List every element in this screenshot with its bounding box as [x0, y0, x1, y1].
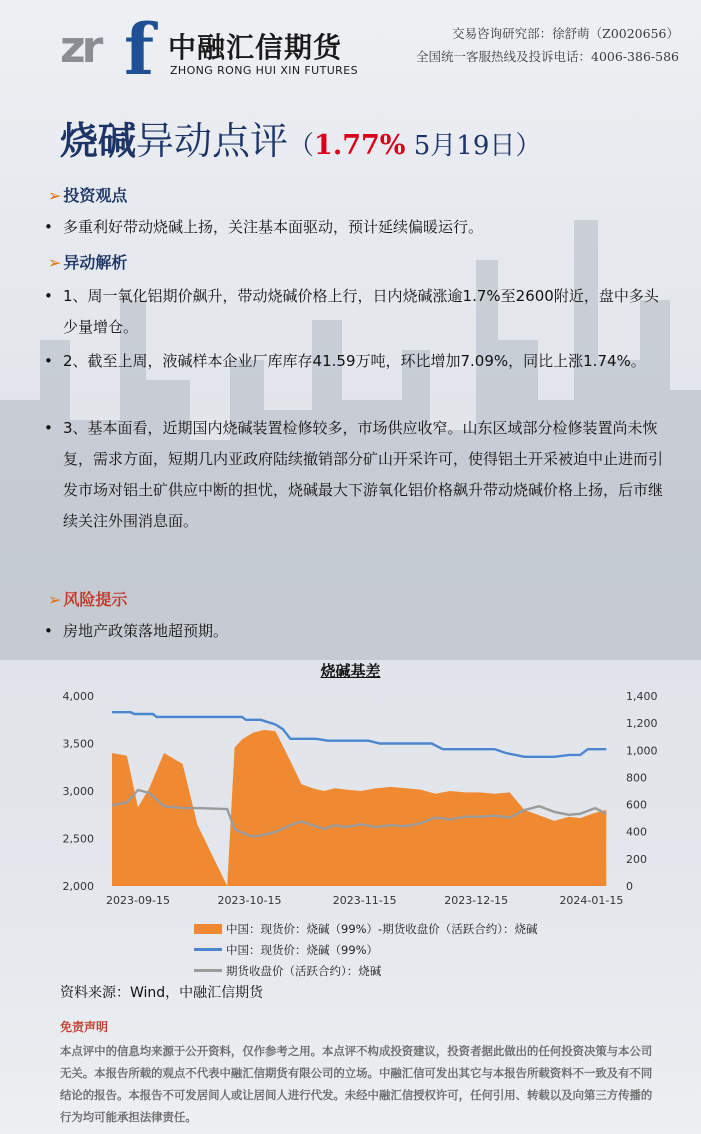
- y-right-tick-label: 1,000: [626, 744, 658, 758]
- list-item: • 2、截至上周，液碱样本企业厂库库存41.59万吨，环比增加7.09%，同比上涨1.74%。: [44, 352, 646, 370]
- disclaimer-title: 免责声明: [60, 1020, 109, 1034]
- basis-chart: [0, 680, 701, 915]
- y-left-tick-label: 3,500: [62, 737, 94, 751]
- x-tick-label: 2023-11-15: [332, 894, 397, 907]
- chevron-right-icon: ➢: [48, 590, 62, 609]
- section-analysis-heading: ➢ 异动解析: [48, 253, 128, 272]
- y-right-tick-label: 1,400: [626, 690, 658, 703]
- y-right-tick-label: 800: [626, 771, 647, 785]
- y-right-tick-label: 1,200: [626, 717, 658, 731]
- company-name-en: ZHONG RONG HUI XIN FUTURES: [170, 64, 358, 77]
- hotline-line: 全国统一客服热线及投诉电话：4006-386-586: [416, 49, 679, 64]
- legend-swatch-spot: [194, 948, 222, 951]
- title-date: 5月19日）: [405, 131, 542, 161]
- logo-zr-mark: zr: [60, 22, 100, 73]
- y-right-tick-label: 400: [626, 825, 647, 839]
- legend-item-futures: 期货收盘价（活跃合约）：烧碱: [194, 960, 537, 981]
- data-source: 资料来源：Wind，中融汇信期货: [60, 985, 264, 1001]
- title-product: 烧碱: [60, 118, 137, 163]
- x-tick-label: 2023-09-15: [106, 894, 170, 907]
- section-view-heading: ➢ 投资观点: [48, 186, 128, 205]
- chart-title: 烧碱基差: [320, 662, 381, 680]
- legend-swatch-basis: [194, 924, 222, 934]
- series-spot-line: [112, 712, 606, 757]
- y-left-tick-label: 2,000: [62, 880, 94, 893]
- y-right-tick-label: 0: [626, 880, 633, 893]
- company-logo: [60, 8, 380, 91]
- y-left-tick-label: 3,000: [62, 785, 94, 798]
- chevron-right-icon: ➢: [48, 253, 62, 272]
- y-left-tick-label: 2,500: [62, 832, 94, 846]
- y-left-tick-label: 4,000: [62, 690, 94, 703]
- list-item: • 多重利好带动烧碱上扬，关注基本面驱动，预计延续偏暖运行。: [44, 218, 484, 236]
- x-tick-label: 2023-10-15: [217, 894, 282, 907]
- company-name-cn: 中融汇信期货: [168, 31, 343, 64]
- y-right-tick-label: 200: [626, 852, 647, 866]
- title-paren: （: [288, 131, 315, 161]
- list-item: • 1、周一氧化铝期价飙升，带动烧碱价格上行，日内烧碱涨逾1.7%至2600附近，盘中多头少量增仓。: [44, 287, 659, 336]
- chevron-right-icon: ➢: [48, 186, 62, 205]
- x-tick-label: 2023-12-15: [444, 894, 509, 907]
- logo-f-mark: f: [124, 8, 155, 91]
- list-item: • 3、基本面看，近期国内烧碱装置检修较多，市场供应收窄。山东区域部分检修装置尚未恢复，需求方面，短期几内亚政府陆续撤销部分矿山开采许可，使得铝土开采被迫中止进而引发市场对铝土矿供应中断的担忧，烧碱最大下游氧化铝价格飙升带动烧碱价格上扬，后市继续关注外围消息面。: [44, 419, 664, 530]
- y-right-tick-label: 600: [626, 798, 647, 812]
- chart-legend: [194, 918, 537, 981]
- page-title: [60, 110, 541, 165]
- title-change-pct: 1.77%: [314, 130, 406, 161]
- legend-item-basis: 中国：现货价：烧碱（99%）-期货收盘价（活跃合约）：烧碱: [194, 918, 537, 939]
- contact-info: [416, 22, 679, 68]
- disclaimer-text: 本点评中的信息均来源于公开资料，仅作参考之用。本点评不构成投资建议，投资者据此做出的任何投资决策与本公司无关。本报告所载的观点不代表中融汇信期货有限公司的立场。中融汇信可发出其它与本报告所载资料不一致及有不同结论的报告。本报告不可发居间人或让居间人进行代发。未经中融汇信授权许可，任何引用、转载以及向第三方传播的行为均可能承担法律责任。: [60, 1044, 653, 1124]
- section-risk-heading: ➢ 风险提示: [48, 590, 128, 609]
- legend-swatch-futures: [194, 969, 222, 972]
- title-topic: 异动点评: [136, 119, 289, 163]
- x-tick-label: 2024-01-15: [559, 894, 624, 907]
- analyst-line: 交易咨询研究部：徐舒萌（Z0020656）: [452, 26, 679, 41]
- legend-item-spot: 中国：现货价：烧碱（99%）: [194, 939, 537, 960]
- list-item: • 房地产政策落地超预期。: [44, 622, 229, 640]
